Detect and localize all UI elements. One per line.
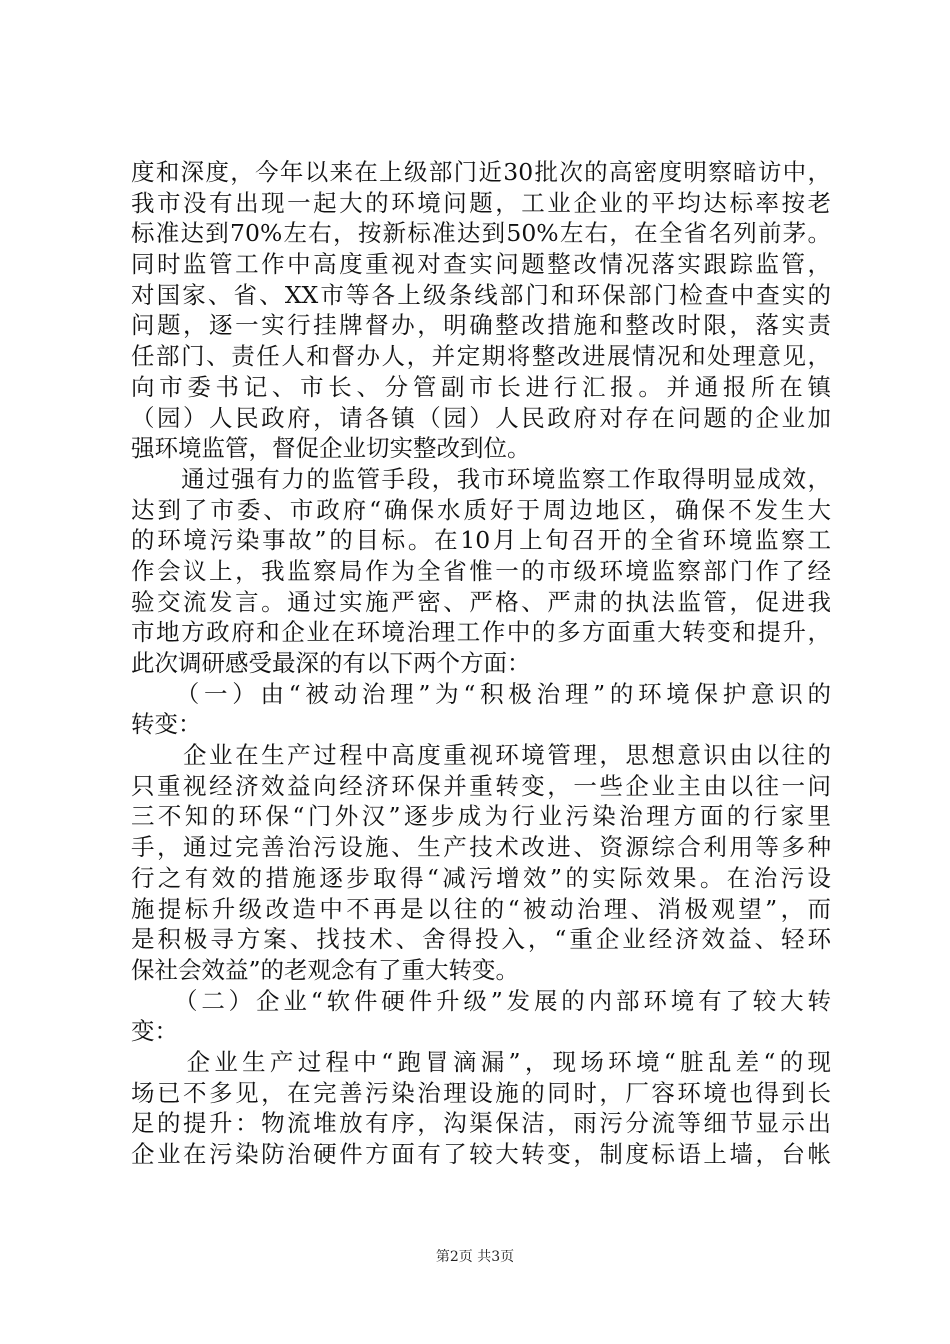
text-line: 度和深度，今年以来在上级部门近30批次的高密度明察暗访中， bbox=[131, 158, 831, 186]
text-line: 作会议上，我监察局作为全省惟一的市级环境监察部门作了经 bbox=[131, 556, 831, 585]
page-footer: 第2页 共3页 bbox=[435, 1249, 515, 1265]
text-line: 企业生产过程中“跑冒滴漏”，现场环境“脏乱差“的现 bbox=[131, 1047, 831, 1076]
text-line: 问题，逐一实行挂牌督办，明确整改措施和整改时限，落实责 bbox=[131, 311, 831, 340]
text-line: 任部门、责任人和督办人，并定期将整改进展情况和处理意见， bbox=[131, 342, 831, 371]
text-line: 三不知的环保“门外汉”逐步成为行业污染治理方面的行家里 bbox=[131, 802, 831, 831]
text-line: 企业在污染防治硬件方面有了较大转变，制度标语上墙，台帐 bbox=[131, 1140, 831, 1168]
text-line: （园）人民政府，请各镇（园）人民政府对存在问题的企业加 bbox=[131, 403, 831, 432]
text-line: 此次调研感受最深的有以下两个方面： bbox=[131, 649, 531, 677]
text-line: 强环境监管，督促企业切实整改到位。 bbox=[131, 434, 531, 463]
text-line: 向市委书记、市长、分管副市长进行汇报。并通报所在镇 bbox=[131, 372, 831, 401]
text-line: 行之有效的措施逐步取得“减污增效”的实际效果。在治污设 bbox=[131, 863, 831, 892]
text-line: （一）由“被动治理”为“积极治理”的环境保护意识的 bbox=[131, 679, 831, 708]
text-line: 的环境污染事故”的目标。在10月上旬召开的全省环境监察工 bbox=[131, 526, 831, 555]
text-line: 同时监管工作中高度重视对查实问题整改情况落实跟踪监管， bbox=[131, 250, 831, 279]
document-body bbox=[131, 157, 831, 1170]
text-line: 保社会效益”的老观念有了重大转变。 bbox=[131, 955, 520, 984]
text-line: 企业在生产过程中高度重视环境管理，思想意识由以往的 bbox=[131, 741, 831, 770]
text-line: 变： bbox=[131, 1017, 178, 1046]
text-line: （二）企业“软件硬件升级”发展的内部环境有了较大转 bbox=[131, 986, 831, 1015]
text-line: 我市没有出现一起大的环境问题，工业企业的平均达标率按老 bbox=[131, 188, 831, 217]
text-line: 通过强有力的监管手段，我市环境监察工作取得明显成效， bbox=[131, 464, 831, 493]
text-line: 只重视经济效益向经济环保并重转变，一些企业主由以往一问 bbox=[131, 771, 831, 800]
text-line: 施提标升级改造中不再是以往的“被动治理、消极观望”，而 bbox=[131, 894, 831, 923]
text-line: 市地方政府和企业在环境治理工作中的多方面重大转变和提升， bbox=[131, 618, 831, 647]
text-line: 转变： bbox=[131, 710, 202, 739]
text-line: 验交流发言。通过实施严密、严格、严肃的执法监管，促进我 bbox=[131, 587, 831, 616]
text-line: 对国家、省、XX市等各上级条线部门和环保部门检查中查实的 bbox=[131, 280, 831, 309]
text-line: 标准达到70%左右，按新标准达到50%左右，在全省名列前茅。 bbox=[131, 219, 831, 248]
text-line: 手，通过完善治污设施、生产技术改进、资源综合利用等多种 bbox=[131, 833, 831, 862]
text-line: 是积极寻方案、找技术、舍得投入，“重企业经济效益、轻环 bbox=[131, 925, 831, 954]
text-line: 足的提升：物流堆放有序，沟渠保洁，雨污分流等细节显示出 bbox=[131, 1109, 831, 1138]
text-line: 场已不多见，在完善污染治理设施的同时，厂容环境也得到长 bbox=[131, 1078, 831, 1107]
text-line: 达到了市委、市政府“确保水质好于周边地区，确保不发生大 bbox=[131, 495, 831, 524]
